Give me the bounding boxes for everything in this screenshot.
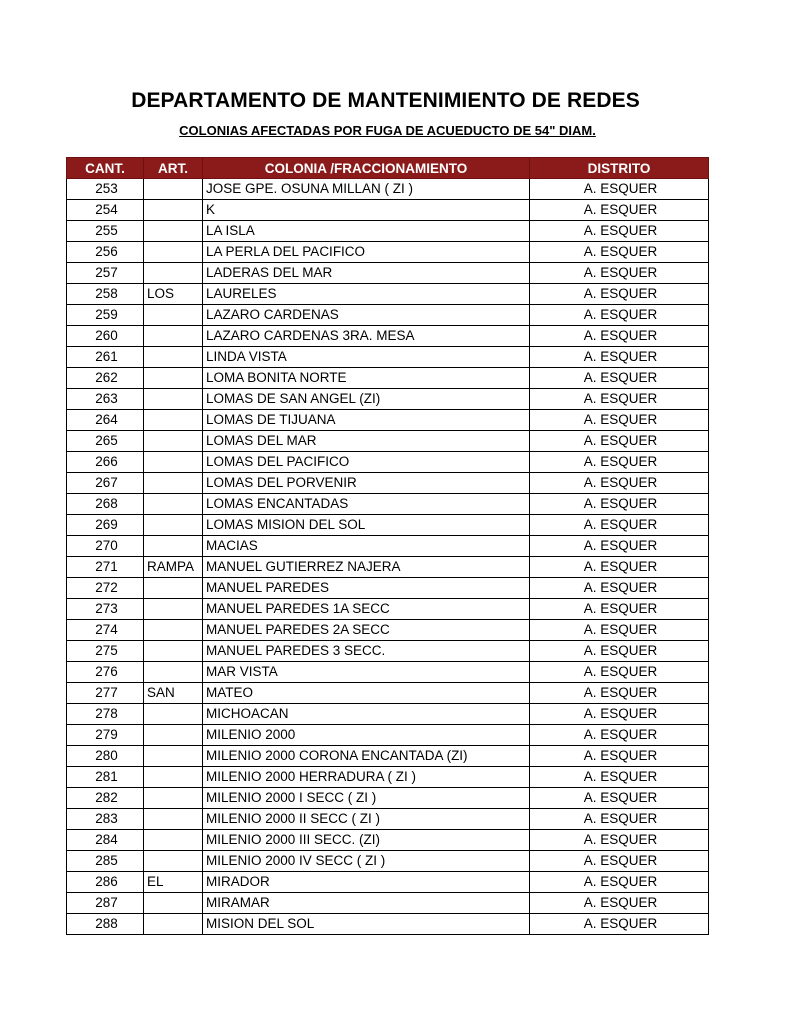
- cell-colonia: MILENIO 2000 CORONA ENCANTADA (ZI): [203, 746, 530, 767]
- table-row: [67, 662, 709, 683]
- cell-colonia: LOMA BONITA NORTE: [203, 368, 530, 389]
- cell-art: [144, 200, 203, 221]
- table-row: [67, 305, 709, 326]
- table-row: [67, 578, 709, 599]
- cell-art: [144, 263, 203, 284]
- cell-colonia: LADERAS DEL MAR: [203, 263, 530, 284]
- cell-distrito: A. ESQUER: [530, 473, 709, 494]
- table-row: [67, 326, 709, 347]
- cell-art: [144, 473, 203, 494]
- cell-colonia: MANUEL PAREDES: [203, 578, 530, 599]
- cell-colonia: MILENIO 2000: [203, 725, 530, 746]
- cell-colonia: MICHOACAN: [203, 704, 530, 725]
- table-body: [67, 179, 709, 935]
- cell-art: [144, 389, 203, 410]
- cell-distrito: A. ESQUER: [530, 557, 709, 578]
- cell-distrito: A. ESQUER: [530, 578, 709, 599]
- cell-art: RAMPA: [144, 557, 203, 578]
- cell-art: SAN: [144, 683, 203, 704]
- cell-distrito: A. ESQUER: [530, 179, 709, 200]
- cell-cant: 261: [67, 347, 144, 368]
- cell-art: [144, 410, 203, 431]
- cell-colonia: LA ISLA: [203, 221, 530, 242]
- cell-art: [144, 368, 203, 389]
- table-row: [67, 830, 709, 851]
- header-art: ART.: [144, 158, 203, 179]
- cell-cant: 280: [67, 746, 144, 767]
- cell-colonia: MILENIO 2000 HERRADURA ( ZI ): [203, 767, 530, 788]
- cell-cant: 253: [67, 179, 144, 200]
- table-row: [67, 263, 709, 284]
- cell-cant: 277: [67, 683, 144, 704]
- cell-distrito: A. ESQUER: [530, 221, 709, 242]
- cell-colonia: LAURELES: [203, 284, 530, 305]
- cell-cant: 282: [67, 788, 144, 809]
- cell-art: [144, 494, 203, 515]
- cell-distrito: A. ESQUER: [530, 683, 709, 704]
- table-row: [67, 893, 709, 914]
- cell-colonia: MANUEL PAREDES 1A SECC: [203, 599, 530, 620]
- cell-colonia: LA PERLA DEL PACIFICO: [203, 242, 530, 263]
- cell-distrito: A. ESQUER: [530, 431, 709, 452]
- cell-colonia: MILENIO 2000 I SECC ( ZI ): [203, 788, 530, 809]
- cell-colonia: MISION DEL SOL: [203, 914, 530, 935]
- cell-art: [144, 305, 203, 326]
- table-row: [67, 179, 709, 200]
- cell-cant: 267: [67, 473, 144, 494]
- cell-cant: 269: [67, 515, 144, 536]
- table-row: [67, 494, 709, 515]
- cell-distrito: A. ESQUER: [530, 788, 709, 809]
- cell-cant: 274: [67, 620, 144, 641]
- cell-distrito: A. ESQUER: [530, 746, 709, 767]
- cell-distrito: A. ESQUER: [530, 389, 709, 410]
- cell-cant: 262: [67, 368, 144, 389]
- table-row: [67, 452, 709, 473]
- table-row: [67, 788, 709, 809]
- cell-colonia: MATEO: [203, 683, 530, 704]
- header-distrito: DISTRITO: [530, 158, 709, 179]
- table-row: [67, 620, 709, 641]
- cell-colonia: JOSE GPE. OSUNA MILLAN ( ZI ): [203, 179, 530, 200]
- cell-cant: 271: [67, 557, 144, 578]
- cell-colonia: LOMAS DEL MAR: [203, 431, 530, 452]
- cell-distrito: A. ESQUER: [530, 767, 709, 788]
- cell-cant: 255: [67, 221, 144, 242]
- header-cant: CANT.: [67, 158, 144, 179]
- cell-distrito: A. ESQUER: [530, 662, 709, 683]
- cell-cant: 260: [67, 326, 144, 347]
- cell-cant: 283: [67, 809, 144, 830]
- cell-cant: 275: [67, 641, 144, 662]
- cell-colonia: MILENIO 2000 III SECC. (ZI): [203, 830, 530, 851]
- cell-colonia: LOMAS DEL PORVENIR: [203, 473, 530, 494]
- cell-colonia: MILENIO 2000 II SECC ( ZI ): [203, 809, 530, 830]
- cell-cant: 279: [67, 725, 144, 746]
- table-row: [67, 557, 709, 578]
- cell-colonia: K: [203, 200, 530, 221]
- cell-art: [144, 725, 203, 746]
- table-row: [67, 683, 709, 704]
- cell-art: LOS: [144, 284, 203, 305]
- cell-cant: 272: [67, 578, 144, 599]
- table-row: [67, 389, 709, 410]
- cell-distrito: A. ESQUER: [530, 809, 709, 830]
- document-title: DEPARTAMENTO DE MANTENIMIENTO DE REDES: [131, 89, 640, 112]
- colonias-table: [66, 157, 709, 935]
- cell-distrito: A. ESQUER: [530, 242, 709, 263]
- cell-distrito: A. ESQUER: [530, 599, 709, 620]
- table-row: [67, 599, 709, 620]
- cell-art: [144, 578, 203, 599]
- cell-cant: 270: [67, 536, 144, 557]
- cell-colonia: LOMAS DE TIJUANA: [203, 410, 530, 431]
- table-row: [67, 641, 709, 662]
- cell-art: [144, 662, 203, 683]
- cell-colonia: LINDA VISTA: [203, 347, 530, 368]
- cell-cant: 258: [67, 284, 144, 305]
- cell-distrito: A. ESQUER: [530, 368, 709, 389]
- cell-distrito: A. ESQUER: [530, 536, 709, 557]
- cell-distrito: A. ESQUER: [530, 704, 709, 725]
- cell-colonia: MACIAS: [203, 536, 530, 557]
- cell-distrito: A. ESQUER: [530, 851, 709, 872]
- cell-cant: 263: [67, 389, 144, 410]
- cell-distrito: A. ESQUER: [530, 620, 709, 641]
- header-colonia: COLONIA /FRACCIONAMIENTO: [203, 158, 530, 179]
- cell-cant: 259: [67, 305, 144, 326]
- cell-cant: 256: [67, 242, 144, 263]
- cell-colonia: LAZARO CARDENAS 3RA. MESA: [203, 326, 530, 347]
- cell-art: [144, 851, 203, 872]
- cell-art: [144, 599, 203, 620]
- cell-colonia: LOMAS DEL PACIFICO: [203, 452, 530, 473]
- cell-colonia: LOMAS DE SAN ANGEL (ZI): [203, 389, 530, 410]
- cell-distrito: A. ESQUER: [530, 914, 709, 935]
- table-row: [67, 284, 709, 305]
- cell-art: EL: [144, 872, 203, 893]
- cell-art: [144, 452, 203, 473]
- table-row: [67, 872, 709, 893]
- cell-art: [144, 809, 203, 830]
- cell-distrito: A. ESQUER: [530, 872, 709, 893]
- cell-distrito: A. ESQUER: [530, 200, 709, 221]
- cell-art: [144, 326, 203, 347]
- cell-distrito: A. ESQUER: [530, 452, 709, 473]
- document-subtitle: COLONIAS AFECTADAS POR FUGA DE ACUEDUCTO DE 54" DIAM.: [179, 123, 596, 138]
- table-row: [67, 515, 709, 536]
- cell-art: [144, 746, 203, 767]
- table-row: [67, 704, 709, 725]
- table-row: [67, 725, 709, 746]
- cell-distrito: A. ESQUER: [530, 263, 709, 284]
- cell-art: [144, 221, 203, 242]
- table-row: [67, 410, 709, 431]
- cell-colonia: MAR VISTA: [203, 662, 530, 683]
- cell-cant: 265: [67, 431, 144, 452]
- cell-cant: 264: [67, 410, 144, 431]
- table-row: [67, 347, 709, 368]
- table-row: [67, 767, 709, 788]
- cell-art: [144, 536, 203, 557]
- table-row: [67, 242, 709, 263]
- cell-art: [144, 347, 203, 368]
- cell-art: [144, 431, 203, 452]
- cell-art: [144, 242, 203, 263]
- cell-art: [144, 830, 203, 851]
- cell-colonia: MIRAMAR: [203, 893, 530, 914]
- cell-cant: 266: [67, 452, 144, 473]
- table-row: [67, 200, 709, 221]
- table-row: [67, 221, 709, 242]
- table-row: [67, 368, 709, 389]
- cell-cant: 281: [67, 767, 144, 788]
- cell-cant: 278: [67, 704, 144, 725]
- cell-cant: 254: [67, 200, 144, 221]
- table-row: [67, 746, 709, 767]
- cell-art: [144, 179, 203, 200]
- cell-distrito: A. ESQUER: [530, 830, 709, 851]
- cell-distrito: A. ESQUER: [530, 284, 709, 305]
- cell-colonia: MANUEL PAREDES 2A SECC: [203, 620, 530, 641]
- cell-distrito: A. ESQUER: [530, 641, 709, 662]
- cell-colonia: LOMAS MISION DEL SOL: [203, 515, 530, 536]
- cell-distrito: A. ESQUER: [530, 347, 709, 368]
- cell-colonia: LOMAS ENCANTADAS: [203, 494, 530, 515]
- cell-distrito: A. ESQUER: [530, 305, 709, 326]
- cell-art: [144, 515, 203, 536]
- table-row: [67, 851, 709, 872]
- table-row: [67, 536, 709, 557]
- cell-cant: 286: [67, 872, 144, 893]
- cell-cant: 276: [67, 662, 144, 683]
- cell-cant: 287: [67, 893, 144, 914]
- cell-cant: 257: [67, 263, 144, 284]
- cell-distrito: A. ESQUER: [530, 326, 709, 347]
- table-header-row: [67, 158, 709, 179]
- cell-art: [144, 788, 203, 809]
- cell-colonia: LAZARO CARDENAS: [203, 305, 530, 326]
- cell-cant: 268: [67, 494, 144, 515]
- cell-art: [144, 767, 203, 788]
- cell-colonia: MIRADOR: [203, 872, 530, 893]
- cell-art: [144, 914, 203, 935]
- cell-art: [144, 704, 203, 725]
- cell-cant: 285: [67, 851, 144, 872]
- cell-colonia: MANUEL GUTIERREZ NAJERA: [203, 557, 530, 578]
- cell-art: [144, 893, 203, 914]
- table-row: [67, 473, 709, 494]
- cell-distrito: A. ESQUER: [530, 410, 709, 431]
- cell-distrito: A. ESQUER: [530, 494, 709, 515]
- cell-cant: 284: [67, 830, 144, 851]
- cell-distrito: A. ESQUER: [530, 893, 709, 914]
- cell-cant: 288: [67, 914, 144, 935]
- cell-colonia: MANUEL PAREDES 3 SECC.: [203, 641, 530, 662]
- cell-cant: 273: [67, 599, 144, 620]
- table-row: [67, 914, 709, 935]
- cell-distrito: A. ESQUER: [530, 725, 709, 746]
- cell-art: [144, 641, 203, 662]
- cell-colonia: MILENIO 2000 IV SECC ( ZI ): [203, 851, 530, 872]
- cell-art: [144, 620, 203, 641]
- table-row: [67, 431, 709, 452]
- cell-distrito: A. ESQUER: [530, 515, 709, 536]
- table-row: [67, 809, 709, 830]
